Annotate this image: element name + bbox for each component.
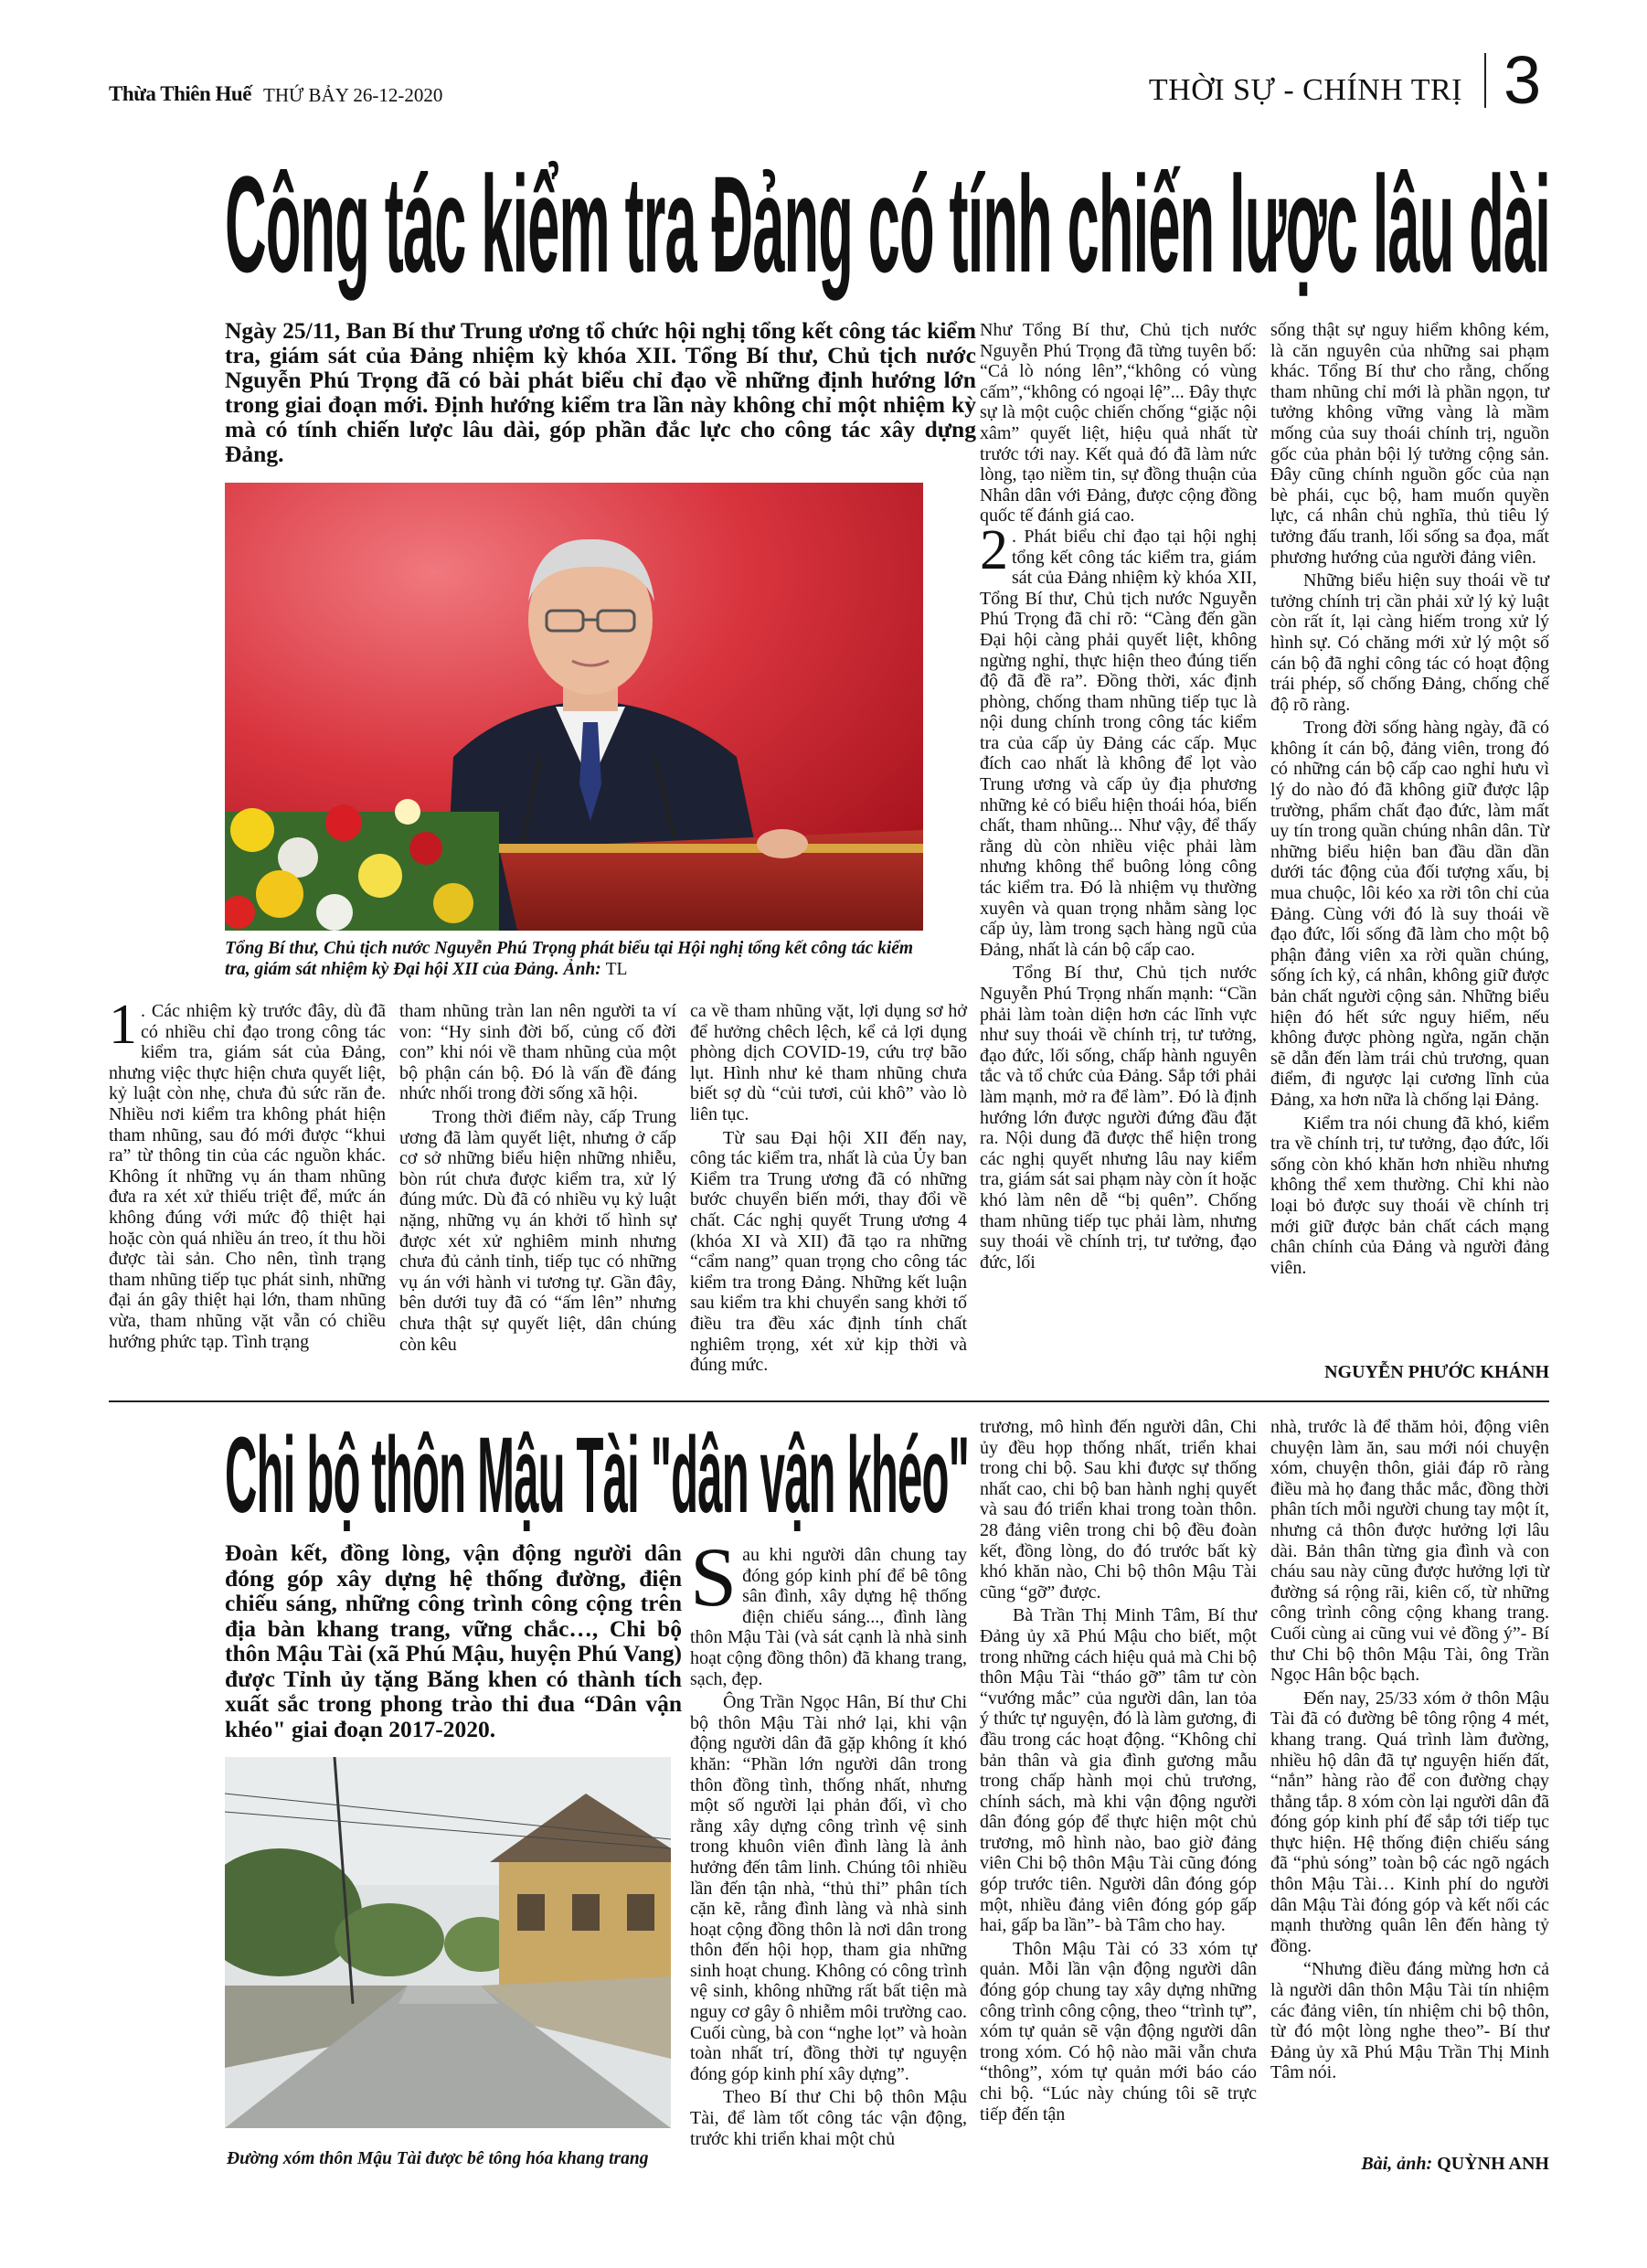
- paragraph-text: trương, mô hình đến người dân, Chi ủy đều họp thống nhất, triển khai trong chi bộ. Sau khi được sự thống nhất cao, chi bộ ban hành nghị quyết và sau đó triển khai trong toàn thôn. 28 đảng viên trong chi bộ đều đoàn kết, đồng lòng, do đó trước bất kỳ khó khăn nào, Chi bộ thôn Mậu Tài cũng “gỡ” được.: [980, 1417, 1257, 1603]
- article2-column-2: [980, 1417, 1257, 2124]
- article2-photo-caption: Đường xóm thôn Mậu Tài được bê tông hóa khang trang: [227, 2149, 649, 2168]
- article1-byline: NGUYỄN PHƯỚC KHÁNH: [1324, 1362, 1549, 1382]
- paragraph-text: Theo Bí thư Chi bộ thôn Mậu Tài, để làm tốt công tác vận động, trước khi triển khai một chủ: [690, 2087, 967, 2149]
- article2-column-3: [1270, 1417, 1549, 2083]
- paragraph-text: Tổng Bí thư, Chủ tịch nước Nguyễn Phú Trọng nhấn mạnh: “Cần phải làm toàn diện hơn các lĩnh vực như suy thoái về chính trị, tư tưởng, đạo đức, lối sống, chấp hành nguyên tắc và tổ chức của Đảng. Sắp tới phải làm mạnh, mở ra để làm”. Đó là định hướng lớn được người đứng đầu đặt ra. Nội dung đã được thể hiện trong các nghị quyết nhưng lâu nay kiểm tra, giám sát sai phạm này còn ít hoặc khó làm nên dễ “bị quên”. Chống tham nhũng tiếp tục phải làm, nhưng suy thoái về chính trị, tư tưởng, đạo đức, lối: [980, 963, 1257, 1272]
- paragraph: [399, 1107, 676, 1355]
- paragraph: [1270, 1417, 1549, 1686]
- article1-photo: [225, 483, 923, 931]
- paragraph: [980, 518, 1257, 960]
- village-road-photo-illustration: [225, 1757, 671, 2128]
- paragraph-text: Trong thời điểm này, cấp Trung ương đã làm quyết liệt, nhưng ở cấp cơ sở những biểu hiện những nhiễu, bòn rút chưa được kiểm tra, xử lý đúng mức. Dù đã có nhiều vụ kỷ luật nặng, những vụ án khởi tố hình sự được xét xử nghiêm minh nhưng chưa đủ cảnh tỉnh, tiếp tục có những vụ án với hành vi tương tự. Gần đây, bên dưới tuy đã có “ấm lên” nhưng chưa thật sự quyết liệt, dân chúng còn kêu: [399, 1106, 676, 1355]
- section-title: THỜI SỰ - CHÍNH TRỊ: [1148, 73, 1462, 107]
- paragraph: [1270, 1113, 1549, 1279]
- article2-byline: [1270, 2154, 1549, 2175]
- issue-date: THỨ BẢY 26-12-2020: [263, 84, 443, 106]
- paragraph: [690, 1001, 967, 1125]
- paragraph: [690, 1128, 967, 1376]
- article2-headline: Chi bộ thôn Mậu Tài "dân vận khéo": [225, 1415, 970, 1536]
- paragraph-text: Đến nay, 25/33 xóm ở thôn Mậu Tài đã có đường bê tông rộng 4 mét, khang trang. Quá trình làm đường, nhiều hộ dân đã tự nguyện hiến đất, “nắn” hàng rào để con đường chạy thẳng tắp. 8 xóm còn lại người dân đã đóng góp kinh phí để sắp tới tiếp tục thực hiện. Hệ thống điện chiếu sáng đã “phủ sóng” toàn bộ các ngõ ngách thôn Mậu Tài… Kinh phí do người dân Mậu Tài đóng góp và kết nối các mạnh thường quân lên đến hàng tỷ đồng.: [1270, 1688, 1549, 1956]
- byline-label: Bài, ảnh:: [1361, 2154, 1433, 2174]
- article1-column-2: [399, 1001, 676, 1355]
- paragraph-text: sống thật sự nguy hiểm không kém, là căn nguyên của những sai phạm khác. Tổng Bí thư cho rằng, chống tham nhũng chỉ mới là phần ngọn, tư tưởng không vững vàng là mầm mống của suy thoái chính trị, nguồn gốc của phản bội lý tưởng cộng sản. Đây cũng chính nguồn gốc của nạn bè phái, cục bộ, ham muốn quyền lực, cá nhân chủ nghĩa, thủ tiêu lý tưởng đấu tranh, lối sống sa đọa, mất phương hướng của người đảng viên.: [1270, 320, 1549, 568]
- paragraph: [980, 963, 1257, 1272]
- speaker-photo-illustration: [225, 483, 923, 931]
- page-number: 3: [1504, 42, 1542, 118]
- paragraph-text: . Phát biểu chỉ đạo tại hội nghị tổng kết công tác kiểm tra, giám sát của Đảng nhiệm kỳ khóa XII, Tổng Bí thư, Chủ tịch nước Nguyễn Phú Trọng đã chỉ rõ: “Càng đến gần Đại hội càng phải quyết liệt, không ngừng nghỉ, thực hiện theo đúng tiến độ đã đề ra”. Đồng thời, xác định phòng, chống tham nhũng tiếp tục là nội dung chính trong công tác kiểm tra của cấp ủy Đảng các cấp. Mục đích cao nhất là không để lọt vào Trung ương và cấp ủy địa phương những kẻ có biểu hiện thoái hóa, biến chất, tham nhũng... Như vậy, để thấy rằng dù còn nhiều việc phải làm nhưng không thể buông lỏng công tác kiểm tra. Đó là nhiệm vụ thường xuyên và quan trọng nhằm sàng lọc cấp ủy, làm trong sạch hàng ngũ của Đảng, nhất là cán bộ cấp cao.: [980, 526, 1257, 960]
- paragraph: [980, 1417, 1257, 1603]
- drop-cap: S: [690, 1530, 738, 1624]
- paragraph: [1270, 570, 1549, 715]
- paragraph-text: ca về tham nhũng vặt, lợi dụng sơ hở để hưởng chêch lệch, kể cả lợi dụng phòng dịch COVID-19, cứu trợ bão lụt. Hình như kẻ tham nhũng chưa biết sợ dù “củi tươi, củi khô” vào lò liên tục.: [690, 1001, 967, 1124]
- paragraph-text: tham nhũng tràn lan nên người ta ví von: “Hy sinh đời bố, củng cố đời con” khi nói về tham nhũng của một bộ phận cán bộ. Đó là vấn đề đáng nhức nhối trong đời sống xã hội.: [399, 1001, 676, 1104]
- paragraph: [1270, 1959, 1549, 2083]
- paragraph-text: Những biểu hiện suy thoái về tư tưởng chính trị cần phải xử lý kỷ luật còn rất ít, lại càng hiếm trong xử lý hình sự. Có chăng mới xử lý một số cán bộ đã nghỉ công tác có hoạt động trái phép, số chống Đảng, chống chế độ rõ ràng.: [1270, 570, 1549, 715]
- article2-photo: [225, 1757, 671, 2128]
- paragraph-text: nhà, trước là để thăm hỏi, động viên chuyện làm ăn, sau mới nói chuyện xóm, chuyện thôn, giải đáp rõ ràng điều mà họ đang thắc mắc, đồng thời phân tích mỗi người chung tay một ít, nhưng cả thôn được hưởng lợi lâu dài. Bản thân từng gia đình và con cháu sau này cũng được hưởng lợi từ đường sá rộng rãi, kiên cố, từ những công trình công cộng khang trang. Cuối cùng ai cũng vui vẻ đồng ý”- Bí thư Chi bộ thôn Mậu Tài, ông Trần Ngọc Hân bộc bạch.: [1270, 1417, 1549, 1686]
- paragraph: [980, 1605, 1257, 1936]
- paragraph-text: Kiểm tra nói chung đã khó, kiểm tra về chính trị, tư tưởng, đạo đức, lối sống còn khó khăn hơn nhiều nhưng không thể xem thường. Chỉ khi nào loại bỏ được suy thoái về chính trị mới giữ được bản chất cách mạng chân chính của Đảng và người đảng viên.: [1270, 1113, 1549, 1278]
- article1-column-1: [109, 994, 386, 1352]
- paragraph: [690, 2087, 967, 2149]
- paragraph: [1270, 320, 1549, 568]
- article2-column-1: [690, 1530, 967, 2149]
- drop-cap: 2: [980, 518, 1008, 581]
- article1-lead: Ngày 25/11, Ban Bí thư Trung ương tổ chức hội nghị tổng kết công tác kiểm tra, giám sát của Đảng nhiệm kỳ khóa XII. Tổng Bí thư, Chủ tịch nước Nguyễn Phú Trọng đã có bài phát biểu chỉ đạo về những định hướng lớn trong giai đoạn mới. Định hướng kiểm tra lần này không chỉ một nhiệm kỳ mà có tính chiến lược lâu dài, góp phần đắc lực cho công tác xây dựng Đảng.: [225, 317, 976, 467]
- header-divider: [1484, 53, 1486, 108]
- paragraph-text: Thôn Mậu Tài có 33 xóm tự quản. Mỗi lần vận động người dân đóng góp chung tay xây dựng những công trình công cộng, theo “trình tự”, xóm tự quản sẽ vận động người dân trong xóm. Có hộ nào mãi vẫn chưa “thông”, xóm tự quản mới báo cáo chi bộ. “Lúc này chúng tôi sẽ trực tiếp đến tận: [980, 1938, 1257, 2124]
- paragraph: [1270, 718, 1549, 1110]
- paragraph-text: “Nhưng điều đáng mừng hơn cả là người dân thôn Mậu Tài tín nhiệm các đảng viên, tín nhiệm chi bộ thôn, từ đó một lòng nghe theo”- Bí thư Đảng ủy xã Phú Mậu Trần Thị Minh Tâm nói.: [1270, 1959, 1549, 2083]
- article1-column-5: [1270, 320, 1549, 1278]
- article-divider: [109, 1400, 1549, 1402]
- byline-name: QUỲNH ANH: [1437, 2154, 1549, 2174]
- article1-column-4: [980, 320, 1257, 1272]
- paragraph-text: au khi người dân chung tay đóng góp kinh phí để bê tông sân đình, xây dựng hệ thống điện chiếu sáng..., đình làng thôn Mậu Tài (và sát cạnh là nhà sinh hoạt cộng đồng thôn) đã khang trang, sạch, đẹp.: [690, 1545, 967, 1689]
- paragraph: [690, 1692, 967, 2084]
- paragraph: [399, 1001, 676, 1104]
- paragraph-text: Từ sau Đại hội XII đến nay, công tác kiểm tra, nhất là của Ủy ban Kiểm tra Trung ương đã có những bước chuyển biến mới, thay đổi về chất. Các nghị quyết Trung ương 4 (khóa XI và XII) đã tạo ra những “cẩm nang” quan trọng cho công tác kiểm tra trong Đảng. Những kết luận sau kiểm tra khi chuyển sang khởi tố điều tra đều xác định tính chất nghiêm trọng, xét xử kịp thời và đúng mức.: [690, 1127, 967, 1376]
- newspaper-name: Thừa Thiên Huế: [109, 82, 251, 105]
- paragraph: [109, 994, 386, 1352]
- article1-headline: Công tác kiểm tra Đảng có tính chiến lược lâu dài: [225, 147, 1550, 301]
- paragraph-text: Ông Trần Ngọc Hân, Bí thư Chi bộ thôn Mậu Tài nhớ lại, khi vận động người dân đã gặp không ít khó khăn: “Phần lớn người dân trong thôn đồng tình, thống nhất, nhưng một số người lại phản đối, vì cho rằng xây dựng công trình vệ sinh trong khuôn viên đình làng là ảnh hưởng đến tâm linh. Chúng tôi nhiều lần đến tận nhà, “thủ thỉ” phân tích cặn kẽ, rằng đình làng và nhà sinh hoạt cộng đồng thôn là nơi dân trong thôn đến hội họp, tham gia những sinh hoạt chung. Không có công trình vệ sinh, không những rất bất tiện mà nguy cơ gây ô nhiễm môi trường cao. Cuối cùng, bà con “nghe lọt” và hoàn toàn nhất trí, đồng thời tự nguyện đóng góp kinh phí xây dựng”.: [690, 1692, 967, 2084]
- paragraph-text: Như Tổng Bí thư, Chủ tịch nước Nguyễn Phú Trọng đã từng tuyên bố: “Cả lò nóng lên”,“không có vùng cấm”,“không có ngoại lệ”... Đây thực sự là một cuộc chiến chống “giặc nội xâm” quyết liệt, hiệu quả nhất từ trước tới nay. Kết quả đó đã làm nức lòng, tạo niềm tin, sự đồng thuận của Nhân dân với Đảng, được cộng đồng quốc tế đánh giá cao.: [980, 320, 1257, 527]
- paragraph-text: Trong đời sống hàng ngày, đã có không ít cán bộ, đảng viên, trong đó có những cán bộ cấp cao nghỉ hưu vì lý do nào đó đã không giữ được lập trường, phẩm chất đạo đức, làm mất uy tín trong quần chúng nhân dân. Từ những biểu hiện ban đầu dần dần dưới tác động của đối tượng xấu, bị mua chuộc, lôi kéo xa rời tôn chỉ của Đảng. Cùng với đó là suy thoái về đạo đức, lối sống đã làm cho một bộ phận đảng viên xa rời quần chúng, sống ích kỷ, cá nhân, không giữ được bản chất người cộng sản. Những biểu hiện đó hết sức nguy hiểm, nếu không được phòng ngừa, ngăn chặn sẽ dẫn đến làm trái chủ trương, quan điểm, đi ngược lại cương lĩnh của Đảng, xa hơn nữa là chống lại Đảng.: [1270, 718, 1549, 1110]
- paragraph-text: . Các nhiệm kỳ trước đây, dù đã có nhiều chỉ đạo trong công tác kiểm tra, giám sát của Đảng, nhưng việc thực hiện chưa quyết liệt, kỷ luật còn nhẹ, chưa đủ sức răn đe. Nhiều nơi kiểm tra không phát hiện tham nhũng, sau đó mới được “khui ra” từ thông tin của các nguồn khác. Không ít những vụ án tham nhũng đưa ra xét xử thiếu triệt để, mức án không đúng với mức độ thiệt hại hoặc còn quá nhiều án treo, ít thu hồi được tài sản. Cho nên, tình trạng tham nhũng tiếp tục phát sinh, những đại án gây thiệt hại lớn, tham nhũng vừa, tham nhũng vặt vẫn có chiều hướng phức tạp. Tình trạng: [109, 1001, 386, 1352]
- article1-photo-caption: [225, 938, 938, 980]
- paragraph-text: Bà Trần Thị Minh Tâm, Bí thư Đảng ủy xã Phú Mậu cho biết, một trong những cách hiệu quả mà Chi bộ thôn Mậu Tài “tháo gỡ” tâm tư còn “vướng mắc” của người dân, lan tỏa ý thức tự nguyện, đó là làm gương, đi đầu trong các hoạt động. “Không chỉ bản thân và gia đình gương mẫu trong chấp hành mọi chủ trương, chính sách, mà khi vận động người dân đóng góp để thực hiện một chủ trương, mô hình nào, bao giờ đảng viên Chi bộ thôn Mậu Tài cũng đóng góp trước tiên. Người dân đóng góp một, nhiều đảng viên đóng góp gấp hai, gấp ba lần”- bà Tâm cho hay.: [980, 1605, 1257, 1936]
- article2-lead: Đoàn kết, đồng lòng, vận động người dân đóng góp xây dựng hệ thống đường, điện chiếu sáng, những công trình công cộng trên địa bàn khang trang, vững chắc…, Chi bộ thôn Mậu Tài (xã Phú Mậu, huyện Phú Vang) được Tỉnh ủy tặng Băng khen có thành tích xuất sắc trong phong trào thi đua “Dân vận khéo" giai đoạn 2017-2020.: [225, 1539, 682, 1742]
- drop-cap: 1: [109, 994, 137, 1056]
- paragraph: [1270, 1688, 1549, 1957]
- photo-credit: TL: [605, 960, 628, 979]
- paragraph: [690, 1530, 967, 1689]
- paragraph: [980, 1939, 1257, 2124]
- paragraph: [980, 320, 1257, 527]
- article1-column-3: [690, 1001, 967, 1376]
- caption-text: Tổng Bí thư, Chủ tịch nước Nguyễn Phú Trọng phát biểu tại Hội nghị tổng kết công tác kiểm tra, giám sát nhiệm kỳ Đại hội XII của Đảng. Ảnh:: [225, 939, 914, 979]
